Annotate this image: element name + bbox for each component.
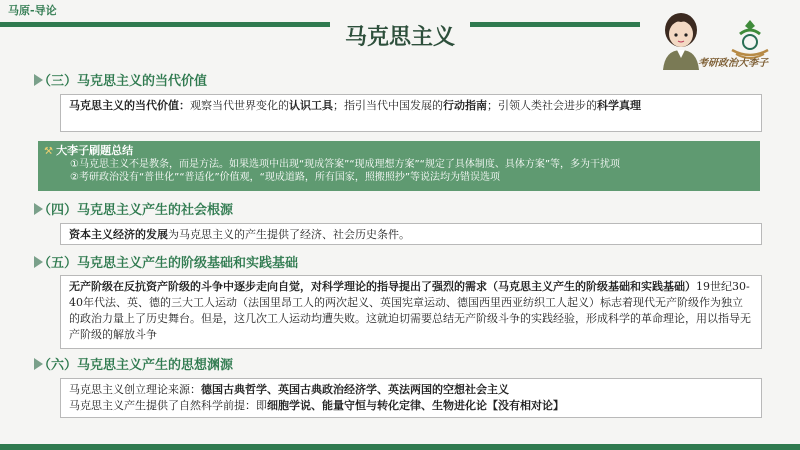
section-heading-3: （三）马克思主义的当代价值 <box>38 74 208 89</box>
logo-text: 考研政治大李子 <box>698 58 768 69</box>
course-tag: 马原-导论 <box>8 4 57 17</box>
gavel-icon: ⚒ <box>44 146 53 157</box>
summary-box <box>38 141 760 191</box>
content-box-5 <box>60 275 762 349</box>
summary-title: 大李子刷题总结 <box>56 144 134 157</box>
keyword: 无产阶级在反抗资产阶级的斗争中逐步走向自觉，对科学理论的指导提出了强烈的需求（马克思主义产生的阶级基础和实践基础） <box>69 280 696 293</box>
content-box-6 <box>60 378 762 418</box>
content-box-3 <box>60 94 762 132</box>
text: 马克思主义产生提供了自然科学前提：即 <box>69 399 267 412</box>
keyword: 行动指南 <box>443 99 487 112</box>
summary-line-1: ①马克思主义不是教条，而是方法。如果选项中出现“现成答案”“现成理想方案”“规定了具体制度、具体方案”等，多为干扰项 <box>70 159 621 170</box>
section-heading-5: （五）马克思主义产生的阶级基础和实践基础 <box>38 256 299 271</box>
keyword: 认识工具 <box>289 99 333 112</box>
text: 19世纪30-40年代法、英、德的三大工人运动（法国里昂工人的两次起义、英国宪章运动、德国西里西亚纺织工人起义）标志着现代无产阶级作为独立的政治力量上了历史舞台。但是，这几次工人运动均遭失败。这就迫切需要总结无产阶级斗争的实践经验，形成科学的革命理论，用以指导无产阶级的解放斗争 <box>69 280 751 341</box>
keyword: 资本主义经济的发展 <box>69 228 168 241</box>
text: ；引领人类社会进步的 <box>487 99 597 112</box>
keyword: 科学真理 <box>597 99 641 112</box>
bottom-bar <box>0 444 800 450</box>
keyword: 细胞学说、能量守恒与转化定律、生物进化论【没有相对论】 <box>267 399 564 412</box>
text: ；指引当代中国发展的 <box>333 99 443 112</box>
text: 为马克思主义的产生提供了经济、社会历史条件。 <box>168 228 410 241</box>
summary-line-2: ②考研政治没有“普世化”“普适化”价值观，“现成道路，所有国家，照搬照抄”等说法均为错误选项 <box>70 172 501 183</box>
section-heading-6: （六）马克思主义产生的思想渊源 <box>38 358 234 373</box>
section-heading-4: （四）马克思主义产生的社会根源 <box>38 203 234 218</box>
text: 观察当代世界变化的 <box>190 99 289 112</box>
lead-text: 马克思主义的当代价值： <box>69 99 190 112</box>
text: 马克思主义创立理论来源： <box>69 383 201 396</box>
keyword: 德国古典哲学、英国古典政治经济学、英法两国的空想社会主义 <box>201 383 509 396</box>
content-box-4 <box>60 223 762 245</box>
page-title: 马克思主义 <box>344 25 455 50</box>
